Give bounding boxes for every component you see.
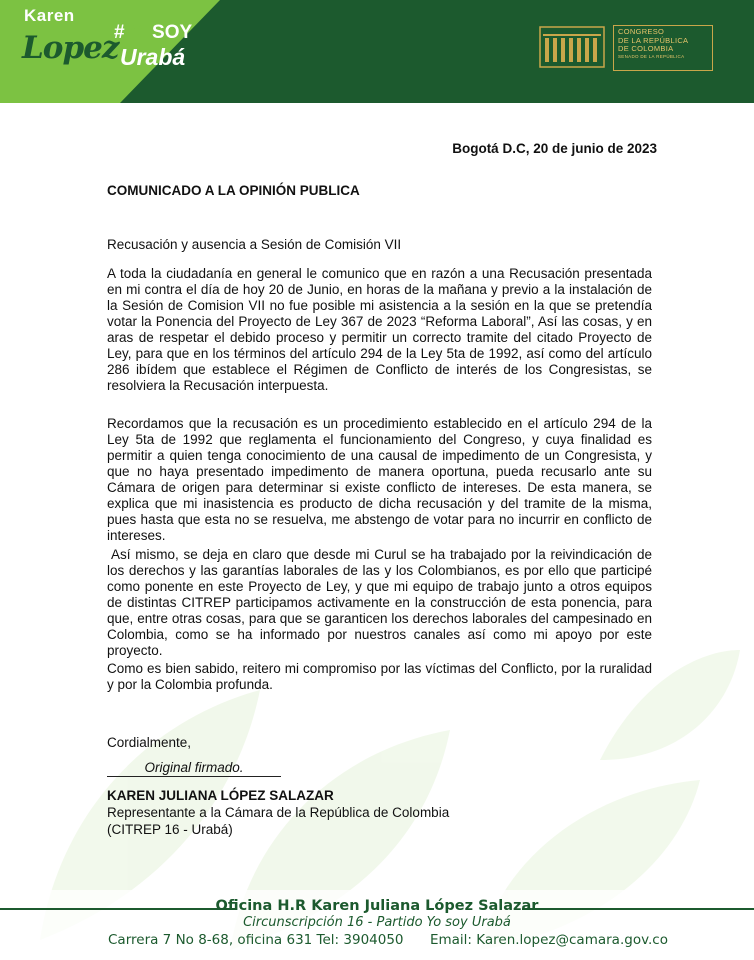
letter-date: Bogotá D.C, 20 de junio de 2023 bbox=[452, 141, 657, 156]
footer-address: Carrera 7 No 8-68, oficina 631 Tel: 3904050 bbox=[108, 932, 404, 948]
congress-line: CONGRESO bbox=[618, 27, 665, 36]
letter-title: COMUNICADO A LA OPINIÓN PUBLICA bbox=[107, 183, 360, 198]
signer-district: (CITREP 16 - Urabá) bbox=[107, 822, 233, 837]
closing: Cordialmente, bbox=[107, 735, 192, 750]
paragraph-3: Así mismo, se deja en claro que desde mi Curul se ha trabajado por la reivindicación de los derechos y las garantías laborales de las y los Colombianos, es por ello que participé como ponente en este Proyecto de Ley, y que mi equipo de trabajo junto a otros equipos de distintas CITREP participamos activamente en la construcción de esta ponencia, para que, entre otras cosas, para que se garanticen los derechos laborales del campesinado en Colombia, como se ha informado por nuestros canales así como mi apoyo por este proyecto. bbox=[107, 547, 652, 658]
campaign-place: Urabá bbox=[120, 44, 186, 70]
paragraph-4: Como es bien sabido, reitero mi compromiso por las víctimas del Conflicto, por la ruralidad y por la Colombia profunda. bbox=[107, 661, 652, 692]
paragraph-1: A toda la ciudadanía en general le comunico que en razón a una Recusación presentada en mi contra el día de hoy 20 de Junio, en horas de la mañana y previo a la instalación de la Sesión de Comision VII no fue posible mi asistencia a la sesión en la que se pretendía votar la Ponencia del Proyecto de Ley 367 de 2023 “Reforma Laboral”, Así las cosas, y en aras de respetar el debido proceso y permitir un correcto tramite del citado Proyecto de Ley, para que en los términos del artículo 294 de la Ley 5ta de 1992, así como del artículo 286 ibídem que establece el Régimen de Conflicto de interés de los Congresistas, se resolviera la Recusación interpuesta. bbox=[107, 266, 652, 393]
congress-line: DE LA REPÚBLICA bbox=[618, 35, 689, 45]
campaign-hash: # bbox=[114, 22, 125, 43]
signer-role: Representante a la Cámara de la República de Colombia bbox=[107, 805, 450, 820]
congress-line: DE COLOMBIA bbox=[618, 44, 674, 53]
footer-contact bbox=[108, 932, 668, 948]
paragraph-2: Recordamos que la recusación es un procedimiento establecido en el artículo 294 de la Ley 5ta de 1992 que reglamenta el funcionamiento del Congreso, y cuya finalidad es permitir a quien tenga conocimiento de una causal de impedimento de un Congresista, y que no haya presentado impedimento de manera oportuna, pueda recusarlo ante su Cámara de origen para determinar si existe conflicto de intereses. De esta manera, se explica que mi inasistencia es producto de dicha recusación y del tramite de la misma, pues hasta que esta no se resuelva, me abstengo de votar para no incurrir en conflicto de intereses. bbox=[107, 416, 652, 543]
footer-circunscription: Circunscripción 16 - Partido Yo soy Urabá bbox=[243, 915, 511, 930]
signer-name: KAREN JULIANA LÓPEZ SALAZAR bbox=[107, 788, 334, 803]
congress-subline: SENADO DE LA REPÚBLICA bbox=[618, 53, 685, 59]
footer-office: Oficina H.R Karen Juliana López Salazar bbox=[215, 898, 539, 914]
brand-first-name: Karen bbox=[24, 6, 75, 25]
signature: Original firmado. bbox=[107, 760, 281, 777]
campaign-soy: SOY bbox=[152, 22, 193, 43]
brand-last-name: Lopez bbox=[22, 30, 119, 66]
campaign-yo: YO bbox=[124, 22, 153, 43]
letter-subject: Recusación y ausencia a Sesión de Comisión VII bbox=[107, 237, 402, 252]
footer-email: Email: Karen.lopez@camara.gov.co bbox=[429, 932, 668, 948]
